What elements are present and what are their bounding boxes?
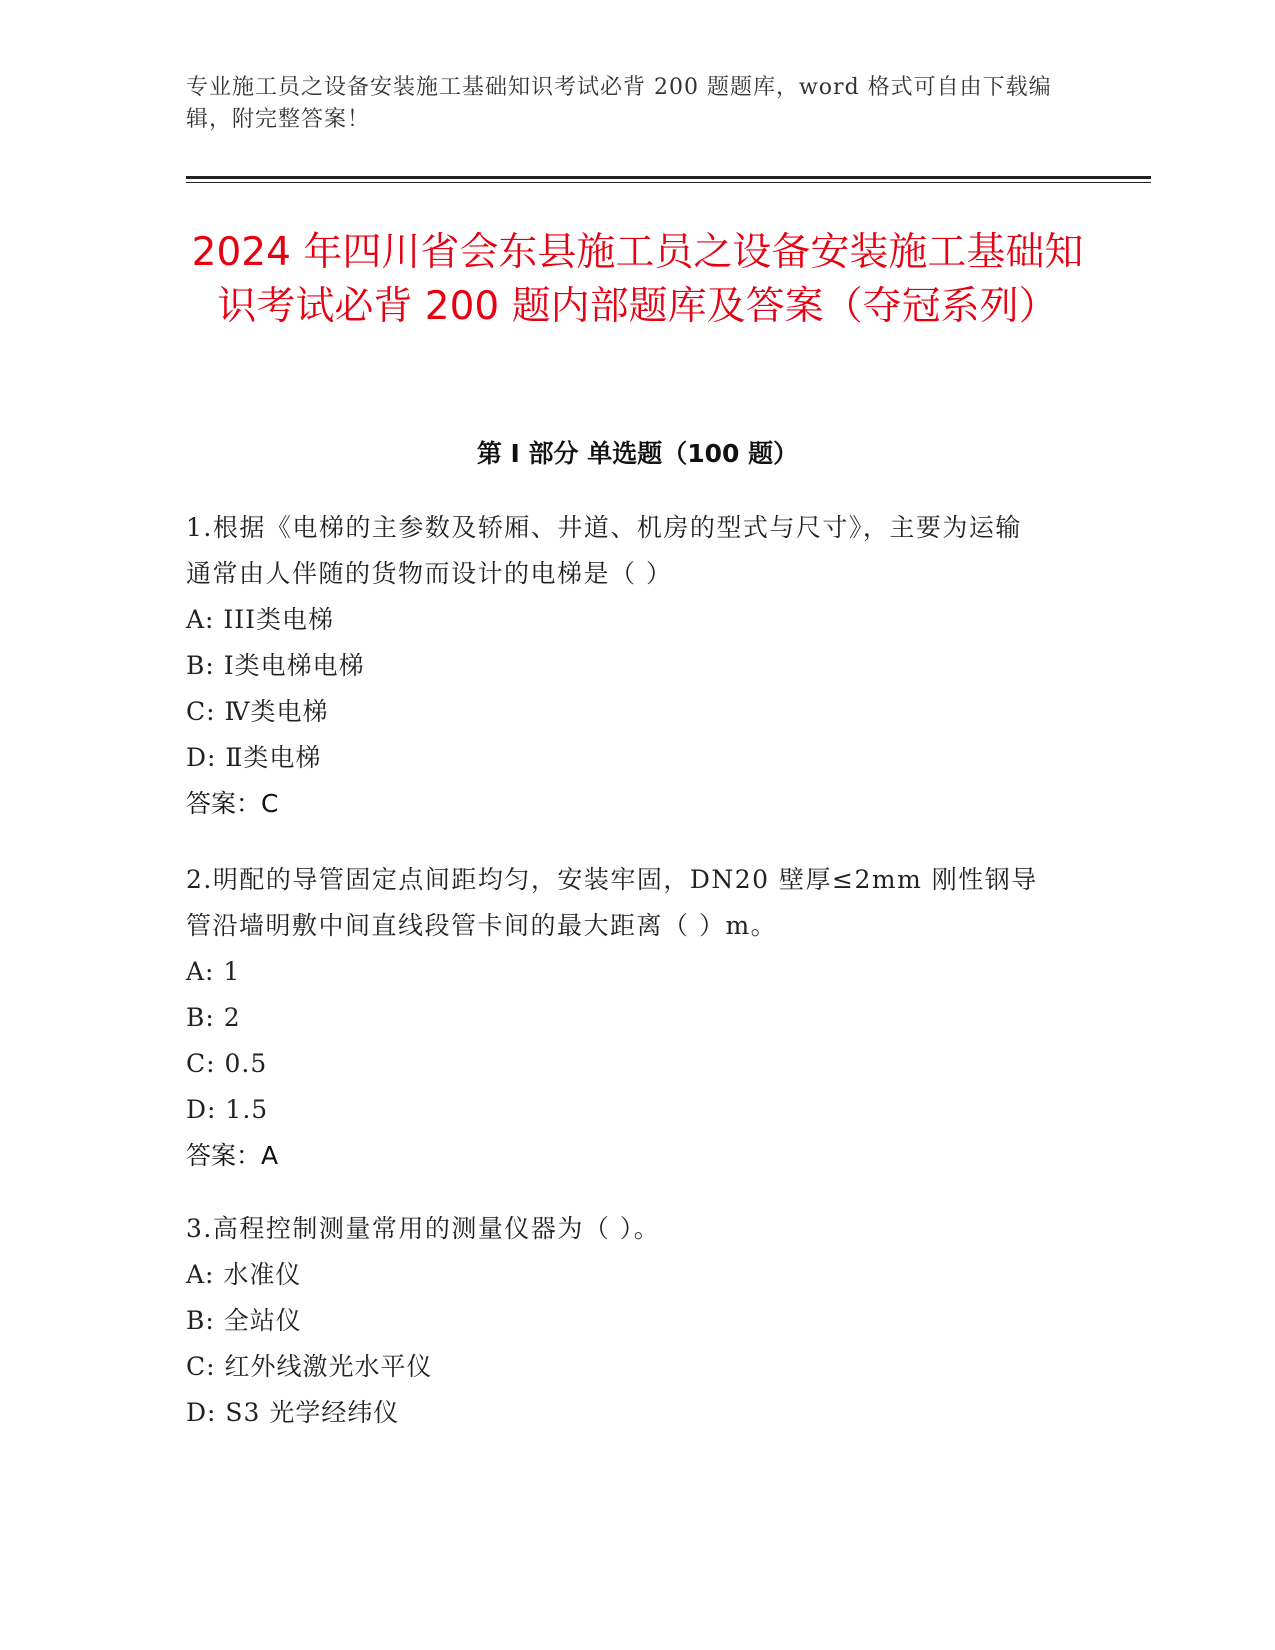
- option-b: B: 2: [186, 1003, 241, 1032]
- answer-line: 答案：C: [186, 789, 279, 818]
- header-note: 专业施工员之设备安装施工基础知识考试必背 200 题题库，word 格式可自由下载编辑，附完整答案！: [186, 75, 1052, 132]
- answer-line: 答案：A: [186, 1141, 279, 1170]
- question-3: [186, 1206, 1046, 1436]
- header-divider-thick: [186, 176, 1151, 179]
- header-divider-thin: [186, 182, 1151, 183]
- question-1: [186, 505, 1046, 827]
- option-b: B: Ⅰ类电梯电梯: [186, 651, 365, 680]
- option-c: C: 0.5: [186, 1049, 268, 1078]
- option-d: D: 1.5: [186, 1095, 269, 1124]
- question-stem: 2.明配的导管固定点间距均匀，安装牢固，DN20 壁厚≤2mm 刚性钢导管沿墙明敷中间直线段管卡间的最大距离（ ）m。: [186, 865, 1038, 940]
- option-c: C: Ⅳ类电梯: [186, 697, 329, 726]
- option-a: A: III类电梯: [186, 605, 335, 634]
- option-a: A: 1: [186, 957, 241, 986]
- question-stem: 1.根据《电梯的主参数及轿厢、井道、机房的型式与尺寸》，主要为运输通常由人伴随的货物而设计的电梯是（ ）: [186, 513, 1022, 588]
- option-d: D: S3 光学经纬仪: [186, 1398, 400, 1427]
- question-2: [186, 857, 1046, 1179]
- option-d: D: Ⅱ类电梯: [186, 743, 322, 772]
- option-a: A: 水准仪: [186, 1260, 302, 1289]
- question-stem: 3.高程控制测量常用的测量仪器为（ ）。: [186, 1214, 661, 1243]
- document-title: 2024 年四川省会东县施工员之设备安装施工基础知识考试必背 200 题内部题库及答案（夺冠系列）: [191, 230, 1084, 329]
- option-c: C: 红外线激光水平仪: [186, 1352, 433, 1381]
- option-b: B: 全站仪: [186, 1306, 302, 1335]
- section-heading: 第 I 部分 单选题（100 题）: [476, 439, 799, 468]
